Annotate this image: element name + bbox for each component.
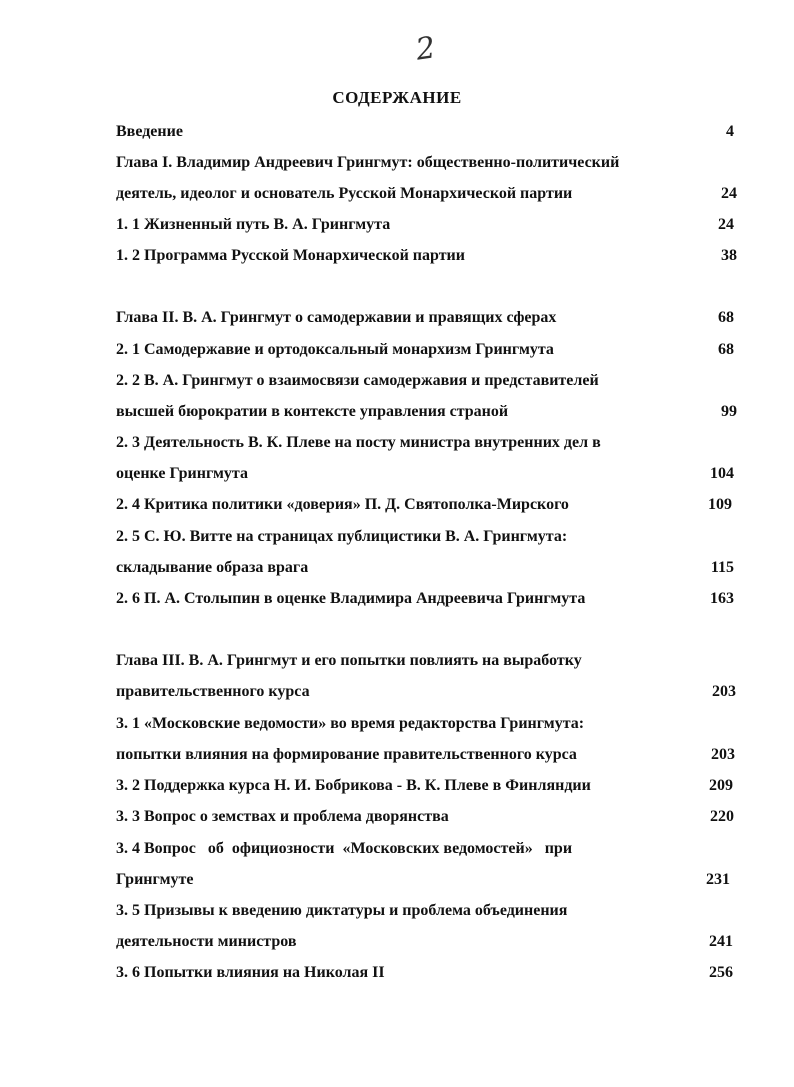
toc-entry-text: 2. 5 С. Ю. Витте на страницах публицистики В. А. Грингмута: [116, 528, 568, 545]
toc-entry-text: 2. 3 Деятельность В. К. Плеве на посту министра внутренних дел в [116, 434, 601, 451]
toc-entry-page: 241 [709, 933, 733, 950]
toc-entry-page: 4 [726, 123, 734, 140]
toc-entry-text: 2. 4 Критика политики «доверия» П. Д. Святополка-Мирского [116, 496, 569, 513]
toc-entry-text: 3. 3 Вопрос о земствах и проблема дворянства [116, 808, 449, 825]
toc-entry-text: 3. 1 «Московские ведомости» во время редакторства Грингмута: [116, 715, 585, 732]
toc-entry-page: 203 [712, 683, 736, 700]
page-title: СОДЕРЖАНИЕ [332, 88, 462, 107]
toc-entry-text: оценке Грингмута [116, 465, 248, 482]
toc-entry-text: 3. 4 Вопрос об официозности «Московских ведомостей» при [116, 840, 573, 857]
toc-entry-page: 38 [721, 247, 737, 264]
toc-entry-text: 1. 1 Жизненный путь В. А. Грингмута [116, 216, 391, 233]
toc-entry-page: 99 [721, 403, 737, 420]
handwritten-page-number: 2 [413, 30, 438, 68]
toc-entry-text: 1. 2 Программа Русской Монархической партии [116, 247, 465, 264]
toc-entry-text: правительственного курса [116, 683, 310, 700]
toc-entry-page: 24 [721, 185, 737, 202]
toc-entry-text: 2. 1 Самодержавие и ортодоксальный монархизм Грингмута [116, 341, 554, 358]
toc-entry-page: 115 [710, 559, 734, 576]
toc-entry-page: 109 [708, 496, 732, 513]
toc-entry-text: 2. 2 В. А. Грингмут о взаимосвязи самодержавия и представителей [116, 372, 599, 389]
toc-entry-text: Грингмуте [116, 871, 194, 888]
toc-entry-text: 3. 2 Поддержка курса Н. И. Бобрикова - В. К. Плеве в Финляндии [116, 777, 591, 794]
toc-entry-page: 231 [706, 871, 730, 888]
toc-entry-page: 24 [718, 216, 734, 233]
toc-entry-page: 68 [718, 309, 734, 326]
toc-entry-page: 256 [709, 964, 733, 981]
toc-entry-text: попытки влияния на формирование правительственного курса [116, 746, 577, 763]
toc-entry-page: 203 [711, 746, 735, 763]
toc-entry-text: высшей бюрократии в контексте управления страной [116, 403, 509, 420]
toc-entry-text: Введение [116, 123, 183, 140]
toc-entry-text: 3. 5 Призывы к введению диктатуры и проблема объединения [116, 902, 568, 919]
toc-entry-text: 3. 6 Попытки влияния на Николая II [116, 964, 385, 981]
toc-entry-text: Глава III. В. А. Грингмут и его попытки повлиять на выработку [116, 652, 582, 669]
toc-entry-page: 163 [710, 590, 734, 607]
toc-entry-text: 2. 6 П. А. Столыпин в оценке Владимира Андреевича Грингмута [116, 590, 586, 607]
toc-entry-page: 68 [718, 341, 734, 358]
toc-entry-text: деятель, идеолог и основатель Русской Монархической партии [116, 185, 573, 202]
toc-entry-text: Глава I. Владимир Андреевич Грингмут: общественно-политический [116, 154, 620, 171]
toc-entry-text: деятельности министров [116, 933, 297, 950]
toc-entry-page: 220 [710, 808, 734, 825]
toc-entry-page: 104 [710, 465, 734, 482]
toc-entry-page: 209 [709, 777, 733, 794]
toc-entry-text: Глава II. В. А. Грингмут о самодержавии и правящих сферах [116, 309, 557, 326]
toc-entry-text: складывание образа врага [116, 559, 309, 576]
